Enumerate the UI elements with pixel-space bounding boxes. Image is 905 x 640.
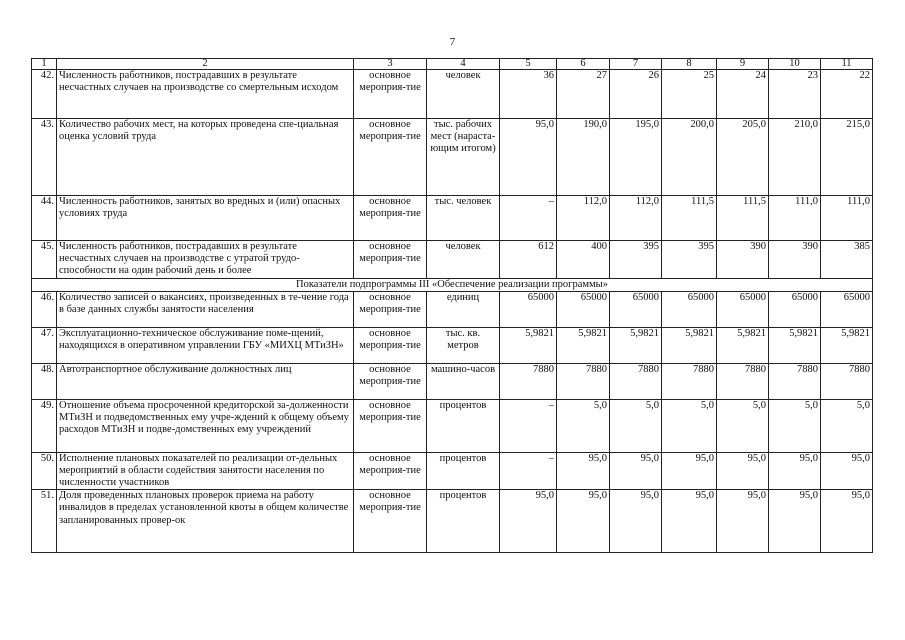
year-value: 27 [557, 70, 610, 119]
indicator-name: Эксплуатационно-техническое обслуживание поме-щений, находящихся в оперативном управлении ГБУ «МИХЦ МТиЗН» [57, 327, 354, 363]
column-number: 11 [821, 59, 873, 70]
year-value: 200,0 [662, 119, 717, 196]
year-value: 65000 [821, 291, 873, 327]
year-value: 36 [500, 70, 557, 119]
section-title: Показатели подпрограммы III «Обеспечение реализации программы» [32, 278, 873, 291]
year-value: 390 [717, 241, 769, 279]
year-value: 111,0 [769, 196, 821, 241]
year-value: 26 [610, 70, 662, 119]
year-value: 65000 [769, 291, 821, 327]
year-value: 95,0 [821, 490, 873, 553]
year-value: – [500, 196, 557, 241]
year-value: 95,0 [610, 490, 662, 553]
year-value: 395 [662, 241, 717, 279]
year-value: 5,9821 [610, 327, 662, 363]
indicator-type: основное мероприя-тие [354, 490, 427, 553]
year-value: 612 [500, 241, 557, 279]
indicator-name: Численность работников, занятых во вредных и (или) опасных условиях труда [57, 196, 354, 241]
unit-of-measure: процентов [427, 399, 500, 452]
year-value: 395 [610, 241, 662, 279]
table-row [32, 241, 873, 279]
year-value: 195,0 [610, 119, 662, 196]
year-value: 5,9821 [662, 327, 717, 363]
unit-of-measure: тыс. кв. метров [427, 327, 500, 363]
column-number: 10 [769, 59, 821, 70]
year-value: 5,0 [610, 399, 662, 452]
year-value: 7880 [821, 363, 873, 399]
year-value: 111,0 [821, 196, 873, 241]
year-value: 205,0 [717, 119, 769, 196]
column-number: 4 [427, 59, 500, 70]
unit-of-measure: единиц [427, 291, 500, 327]
table-row [32, 196, 873, 241]
unit-of-measure: процентов [427, 490, 500, 553]
row-number: 47. [32, 327, 57, 363]
indicator-type: основное мероприя-тие [354, 452, 427, 490]
indicator-type: основное мероприя-тие [354, 291, 427, 327]
year-value: 22 [821, 70, 873, 119]
year-value: 5,0 [662, 399, 717, 452]
year-value: 24 [717, 70, 769, 119]
year-value: 23 [769, 70, 821, 119]
year-value: 95,0 [610, 452, 662, 490]
year-value: 95,0 [717, 452, 769, 490]
year-value: 95,0 [717, 490, 769, 553]
column-number: 3 [354, 59, 427, 70]
table-row [32, 291, 873, 327]
year-value: 390 [769, 241, 821, 279]
year-value: 95,0 [500, 119, 557, 196]
year-value: 111,5 [662, 196, 717, 241]
column-number: 7 [610, 59, 662, 70]
column-number: 2 [57, 59, 354, 70]
column-number: 5 [500, 59, 557, 70]
year-value: 210,0 [769, 119, 821, 196]
year-value: 7880 [662, 363, 717, 399]
year-value: 95,0 [557, 490, 610, 553]
year-value: 65000 [557, 291, 610, 327]
year-value: 5,9821 [769, 327, 821, 363]
year-value: 95,0 [769, 490, 821, 553]
year-value: – [500, 452, 557, 490]
year-value: – [500, 399, 557, 452]
row-number: 46. [32, 291, 57, 327]
year-value: 7880 [769, 363, 821, 399]
row-number: 51. [32, 490, 57, 553]
year-value: 5,0 [821, 399, 873, 452]
table-row [32, 363, 873, 399]
year-value: 7880 [717, 363, 769, 399]
unit-of-measure: машино-часов [427, 363, 500, 399]
year-value: 215,0 [821, 119, 873, 196]
year-value: 95,0 [557, 452, 610, 490]
column-number-row [32, 59, 873, 70]
indicator-type: основное мероприя-тие [354, 70, 427, 119]
year-value: 385 [821, 241, 873, 279]
table-row [32, 70, 873, 119]
year-value: 65000 [662, 291, 717, 327]
indicator-name: Доля проведенных плановых проверок приема на работу инвалидов в пределах установленной квоты в общем количестве запланированных провер-ок [57, 490, 354, 553]
indicator-type: основное мероприя-тие [354, 119, 427, 196]
year-value: 5,9821 [500, 327, 557, 363]
year-value: 5,9821 [717, 327, 769, 363]
year-value: 95,0 [500, 490, 557, 553]
indicator-type: основное мероприя-тие [354, 241, 427, 279]
year-value: 65000 [717, 291, 769, 327]
year-value: 190,0 [557, 119, 610, 196]
column-number: 8 [662, 59, 717, 70]
unit-of-measure: человек [427, 70, 500, 119]
table-row [32, 452, 873, 490]
column-number: 6 [557, 59, 610, 70]
indicators-table [31, 58, 873, 553]
year-value: 95,0 [821, 452, 873, 490]
unit-of-measure: человек [427, 241, 500, 279]
row-number: 50. [32, 452, 57, 490]
year-value: 95,0 [769, 452, 821, 490]
year-value: 112,0 [557, 196, 610, 241]
unit-of-measure: тыс. человек [427, 196, 500, 241]
unit-of-measure: тыс. рабочих мест (нараста-ющим итогом) [427, 119, 500, 196]
row-number: 49. [32, 399, 57, 452]
year-value: 5,9821 [821, 327, 873, 363]
year-value: 95,0 [662, 490, 717, 553]
indicator-name: Численность работников, пострадавших в результате несчастных случаев на производстве со смертельным исходом [57, 70, 354, 119]
page-number: 7 [449, 36, 456, 48]
row-number: 43. [32, 119, 57, 196]
year-value: 111,5 [717, 196, 769, 241]
section-header-row [32, 278, 873, 291]
table-row [32, 327, 873, 363]
year-value: 5,0 [717, 399, 769, 452]
year-value: 5,0 [557, 399, 610, 452]
row-number: 42. [32, 70, 57, 119]
table-row [32, 119, 873, 196]
table-row [32, 490, 873, 553]
year-value: 7880 [500, 363, 557, 399]
indicator-type: основное мероприя-тие [354, 196, 427, 241]
row-number: 45. [32, 241, 57, 279]
year-value: 400 [557, 241, 610, 279]
year-value: 25 [662, 70, 717, 119]
row-number: 44. [32, 196, 57, 241]
unit-of-measure: процентов [427, 452, 500, 490]
year-value: 5,0 [769, 399, 821, 452]
year-value: 65000 [610, 291, 662, 327]
indicator-type: основное мероприя-тие [354, 363, 427, 399]
column-number: 1 [32, 59, 57, 70]
indicator-name: Численность работников, пострадавших в результате несчастных случаев на производстве с утратой трудо-способности на один рабочий день и более [57, 241, 354, 279]
year-value: 7880 [610, 363, 662, 399]
indicator-name: Исполнение плановых показателей по реализации от-дельных мероприятий в области содействия занятости населения по численности участников [57, 452, 354, 490]
indicator-type: основное мероприя-тие [354, 327, 427, 363]
year-value: 5,9821 [557, 327, 610, 363]
year-value: 95,0 [662, 452, 717, 490]
indicator-name: Количество записей о вакансиях, произведенных в те-чение года в базе данных службы занятости населения [57, 291, 354, 327]
column-number: 9 [717, 59, 769, 70]
indicator-name: Количество рабочих мест, на которых проведена спе-циальная оценка условий труда [57, 119, 354, 196]
year-value: 7880 [557, 363, 610, 399]
year-value: 112,0 [610, 196, 662, 241]
indicator-name: Отношение объема просроченной кредиторской за-долженности МТиЗН и подведомственных ему учре-ждений к общему объему расходов МТиЗН и подве-домственных ему учреждений [57, 399, 354, 452]
indicator-name: Автотранспортное обслуживание должностных лиц [57, 363, 354, 399]
indicator-type: основное мероприя-тие [354, 399, 427, 452]
year-value: 65000 [500, 291, 557, 327]
row-number: 48. [32, 363, 57, 399]
table-row [32, 399, 873, 452]
